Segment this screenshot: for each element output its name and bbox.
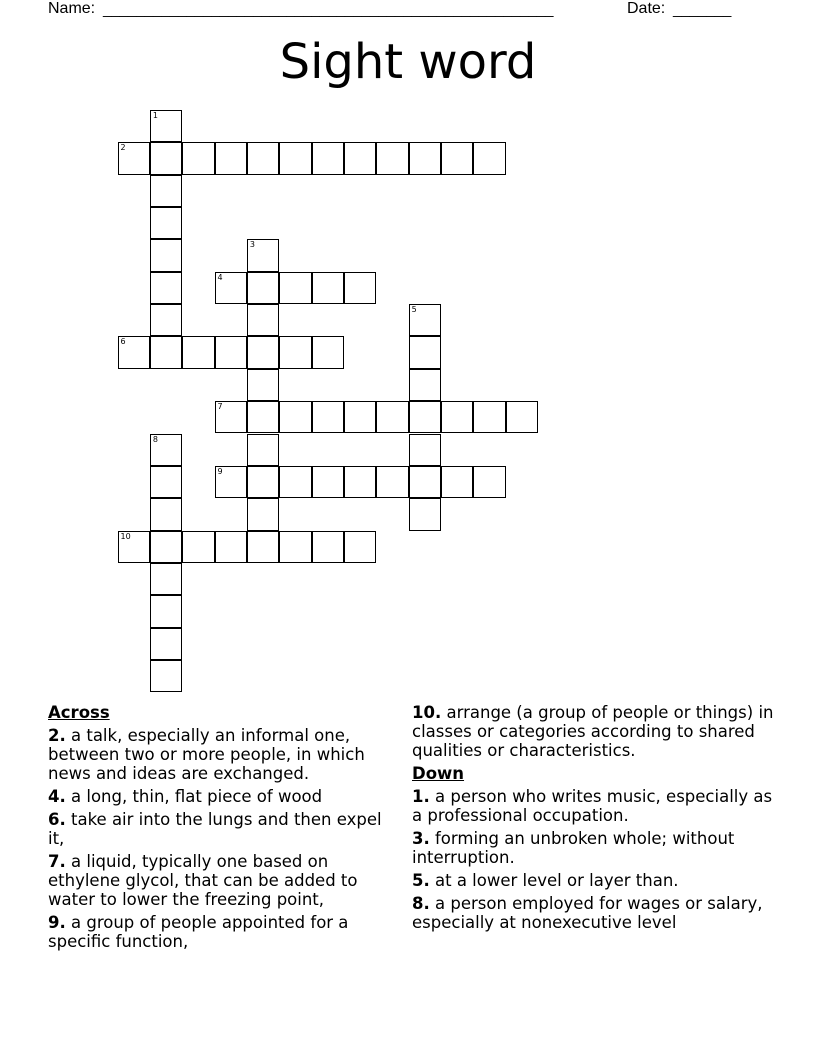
crossword-cell[interactable] bbox=[215, 401, 247, 433]
clue-number-label: 6 bbox=[120, 337, 126, 347]
name-line[interactable]: ______________________________________________________ bbox=[103, 1, 554, 18]
crossword-cell[interactable] bbox=[215, 272, 247, 304]
date-label: Date: bbox=[627, 0, 666, 17]
clue-number: 8. bbox=[412, 894, 430, 913]
crossword-cell[interactable] bbox=[344, 272, 376, 304]
crossword-cell[interactable] bbox=[150, 110, 182, 142]
crossword-cell[interactable] bbox=[312, 272, 344, 304]
across-clue bbox=[48, 787, 400, 806]
clue-number: 10. bbox=[412, 703, 442, 722]
crossword-cell[interactable] bbox=[150, 660, 182, 692]
clue-text: a person employed for wages or salary, especially at nonexecutive level bbox=[412, 894, 763, 932]
crossword-cell[interactable] bbox=[247, 142, 279, 174]
crossword-cell[interactable] bbox=[118, 336, 150, 368]
down-heading: Down bbox=[412, 764, 465, 783]
clues-column-left bbox=[48, 703, 400, 955]
crossword-cell[interactable] bbox=[118, 531, 150, 563]
across-clue bbox=[48, 852, 400, 909]
crossword-cell[interactable] bbox=[215, 336, 247, 368]
crossword-cell[interactable] bbox=[409, 142, 441, 174]
crossword-cell[interactable] bbox=[150, 563, 182, 595]
crossword-cell[interactable] bbox=[247, 434, 279, 466]
down-clue bbox=[412, 829, 782, 867]
crossword-cell[interactable] bbox=[312, 142, 344, 174]
crossword-cell[interactable] bbox=[473, 466, 505, 498]
crossword-cell[interactable] bbox=[441, 401, 473, 433]
clue-number: 7. bbox=[48, 852, 66, 871]
crossword-cell[interactable] bbox=[150, 498, 182, 530]
down-clue bbox=[412, 787, 782, 825]
crossword-cell[interactable] bbox=[441, 466, 473, 498]
crossword-cell[interactable] bbox=[150, 336, 182, 368]
clue-number: 3. bbox=[412, 829, 430, 848]
crossword-cell[interactable] bbox=[150, 207, 182, 239]
across-clue bbox=[412, 703, 782, 760]
crossword-cell[interactable] bbox=[441, 142, 473, 174]
clue-number: 9. bbox=[48, 913, 66, 932]
crossword-cell[interactable] bbox=[150, 142, 182, 174]
clue-number-label: 4 bbox=[217, 272, 223, 282]
clue-text: a person who writes music, especially as a professional occupation. bbox=[412, 787, 773, 825]
crossword-cell[interactable] bbox=[150, 239, 182, 271]
crossword-cell[interactable] bbox=[279, 401, 311, 433]
clue-text: at a lower level or layer than. bbox=[435, 871, 679, 890]
crossword-cell[interactable] bbox=[182, 531, 214, 563]
crossword-cell[interactable] bbox=[409, 434, 441, 466]
crossword-cell[interactable] bbox=[247, 531, 279, 563]
clue-text: a group of people appointed for a specific function, bbox=[48, 913, 349, 951]
crossword-cell[interactable] bbox=[215, 531, 247, 563]
clue-text: arrange (a group of people or things) in classes or categories according to shared qualities or characteristics. bbox=[412, 703, 774, 760]
clue-number-label: 1 bbox=[152, 111, 158, 120]
crossword-cell[interactable] bbox=[182, 142, 214, 174]
crossword-cell[interactable] bbox=[150, 434, 182, 466]
clue-number-label: 7 bbox=[217, 402, 223, 412]
crossword-cell[interactable] bbox=[150, 595, 182, 627]
crossword-cell[interactable] bbox=[376, 142, 408, 174]
crossword-cell[interactable] bbox=[409, 466, 441, 498]
crossword-cell[interactable] bbox=[150, 175, 182, 207]
crossword-cell[interactable] bbox=[312, 401, 344, 433]
crossword-cell[interactable] bbox=[409, 304, 441, 336]
crossword-cell[interactable] bbox=[150, 466, 182, 498]
crossword-cell[interactable] bbox=[247, 304, 279, 336]
down-clue bbox=[412, 894, 782, 932]
clues-column-right bbox=[412, 703, 782, 936]
clue-number: 6. bbox=[48, 810, 66, 829]
crossword-cell[interactable] bbox=[279, 336, 311, 368]
crossword-cell[interactable] bbox=[247, 336, 279, 368]
clue-text: a long, thin, flat piece of wood bbox=[71, 787, 323, 806]
crossword-cell[interactable] bbox=[344, 401, 376, 433]
clue-number: 2. bbox=[48, 726, 66, 745]
clue-number-label: 2 bbox=[120, 143, 126, 153]
crossword-cell[interactable] bbox=[473, 142, 505, 174]
clue-number: 4. bbox=[48, 787, 66, 806]
across-clue bbox=[48, 913, 400, 951]
clue-number-label: 9 bbox=[217, 466, 223, 476]
clue-text: a talk, especially an informal one, between two or more people, in which news and ideas are exchanged. bbox=[48, 726, 365, 783]
clue-number-label: 3 bbox=[249, 240, 255, 250]
crossword-cell[interactable] bbox=[376, 466, 408, 498]
crossword-cell[interactable] bbox=[247, 498, 279, 530]
clue-number-label: 5 bbox=[411, 305, 417, 315]
crossword-cell[interactable] bbox=[409, 369, 441, 401]
crossword-cell[interactable] bbox=[215, 466, 247, 498]
crossword-cell[interactable] bbox=[409, 498, 441, 530]
clue-number-label: 8 bbox=[152, 434, 158, 444]
crossword-cell[interactable] bbox=[312, 466, 344, 498]
crossword-cell[interactable] bbox=[409, 401, 441, 433]
name-label: Name: bbox=[48, 0, 96, 17]
crossword-cell[interactable] bbox=[279, 466, 311, 498]
crossword-cell[interactable] bbox=[150, 304, 182, 336]
crossword-cell[interactable] bbox=[247, 272, 279, 304]
crossword-cell[interactable] bbox=[279, 142, 311, 174]
crossword-cell[interactable] bbox=[247, 466, 279, 498]
date-line[interactable]: _______ bbox=[673, 1, 732, 18]
crossword-cell[interactable] bbox=[279, 531, 311, 563]
crossword-cell[interactable] bbox=[150, 628, 182, 660]
crossword-cell[interactable] bbox=[118, 142, 150, 174]
crossword-cell[interactable] bbox=[182, 336, 214, 368]
crossword-cell[interactable] bbox=[150, 531, 182, 563]
crossword-cell[interactable] bbox=[506, 401, 538, 433]
crossword-cell[interactable] bbox=[215, 142, 247, 174]
clue-number: 1. bbox=[412, 787, 430, 806]
crossword-cell[interactable] bbox=[279, 272, 311, 304]
clue-text: a liquid, typically one based on ethylene glycol, that can be added to water to lower the freezing point, bbox=[48, 852, 358, 909]
clue-text: take air into the lungs and then expel it, bbox=[48, 810, 382, 848]
crossword-cell[interactable] bbox=[247, 369, 279, 401]
crossword-cell[interactable] bbox=[312, 336, 344, 368]
crossword-cell[interactable] bbox=[312, 531, 344, 563]
crossword-cell[interactable] bbox=[247, 401, 279, 433]
crossword-cell[interactable] bbox=[376, 401, 408, 433]
crossword-cell[interactable] bbox=[344, 531, 376, 563]
page-title: Sight word bbox=[279, 34, 537, 90]
crossword-cell[interactable] bbox=[473, 401, 505, 433]
clue-number: 5. bbox=[412, 871, 430, 890]
across-heading: Across bbox=[48, 703, 110, 722]
across-clue bbox=[48, 726, 400, 783]
crossword-cell[interactable] bbox=[344, 142, 376, 174]
across-clue bbox=[48, 810, 400, 848]
clue-number-label: 10 bbox=[120, 531, 131, 541]
down-clue bbox=[412, 871, 782, 890]
crossword-cell[interactable] bbox=[247, 239, 279, 271]
clue-text: forming an unbroken whole; without interruption. bbox=[412, 829, 735, 867]
crossword-cell[interactable] bbox=[409, 336, 441, 368]
crossword-cell[interactable] bbox=[150, 272, 182, 304]
crossword-cell[interactable] bbox=[344, 466, 376, 498]
